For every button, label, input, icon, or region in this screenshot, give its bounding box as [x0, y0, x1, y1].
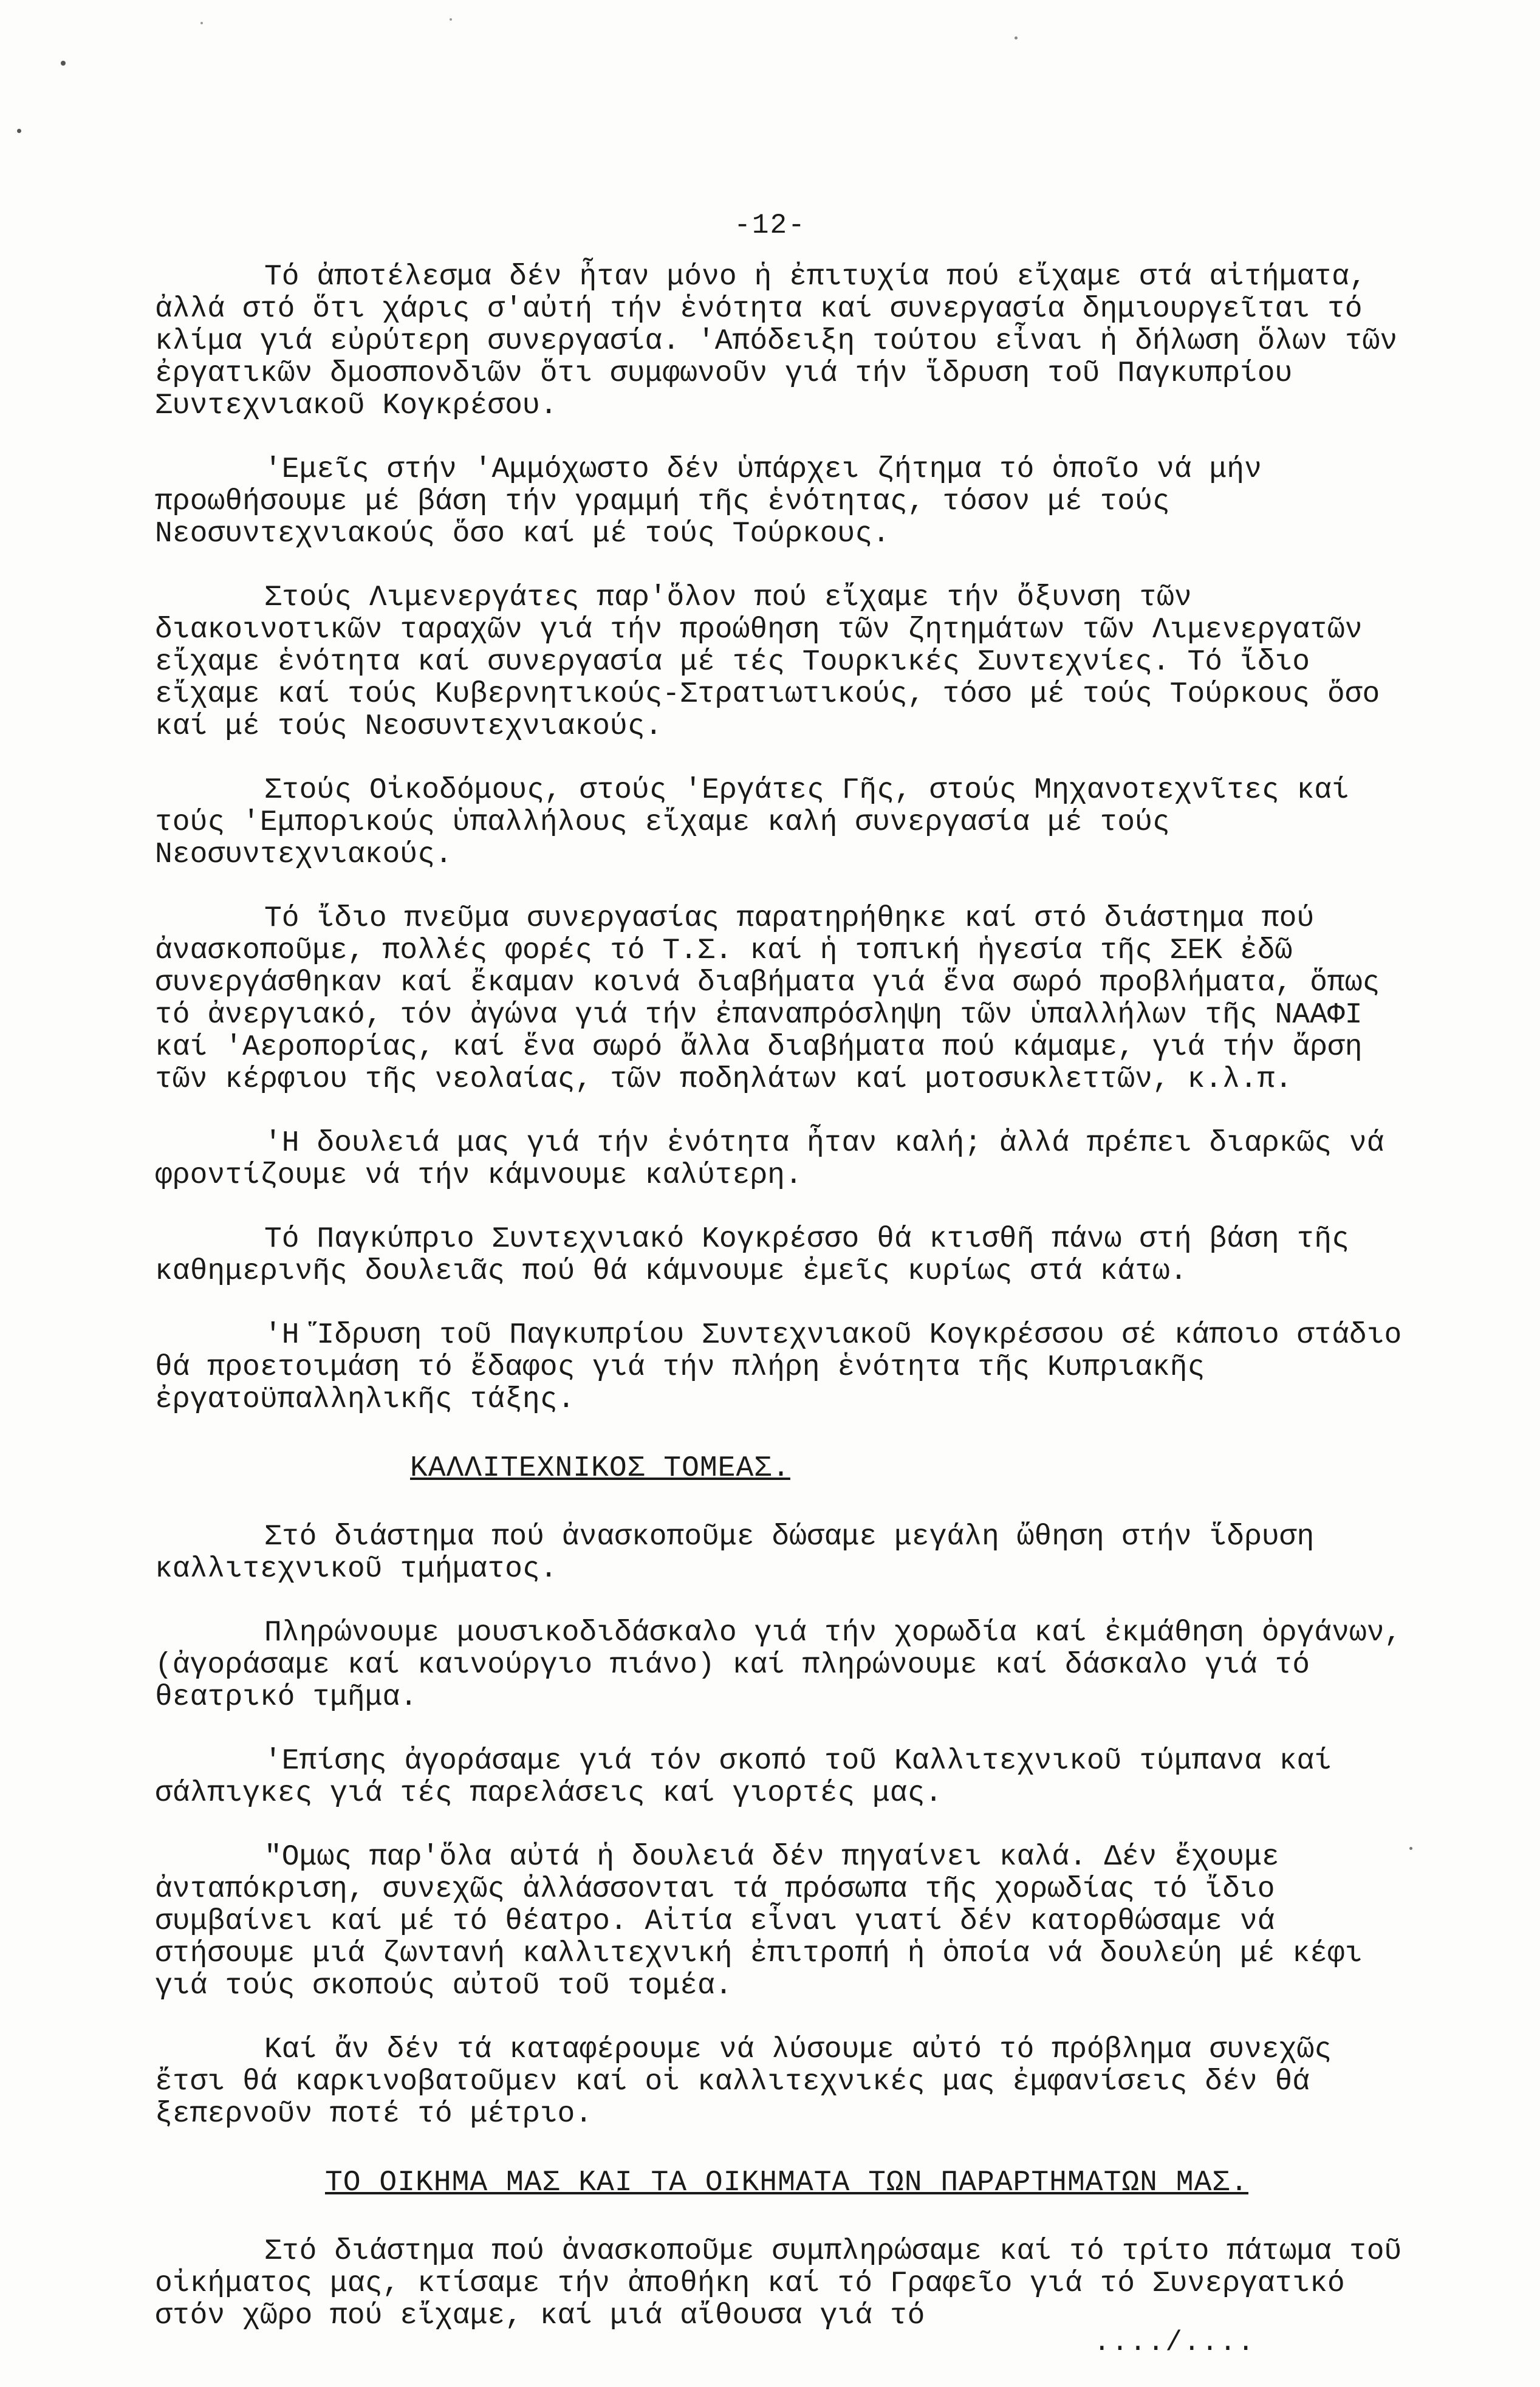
paragraph: Καί ἄν δέν τά καταφέρουμε νά λύσουμε αὐτό τό πρόβλημα συνεχῶς ἔτσι θά καρκινοβατοῦμεν καί οἱ καλλιτεχνικές μας ἐμφανίσεις δέν θά ξεπερνοῦν ποτέ τό μέτριο. — [155, 2033, 1349, 2131]
paragraph: 'Εμεῖς στήν 'Αμμόχωστο δέν ὑπάρχει ζήτημα τό ὁποῖο νά μήν προωθήσουμε μέ βάση τήν γραμμή τῆς ἑνότητας, τόσον μέ τούς Νεοσυντεχνιακούς ὅσο καί μέ τούς Τούρκους. — [155, 453, 1279, 550]
section-heading: ΤΟ ΟΙΚΗΜΑ ΜΑΣ ΚΑΙ ΤΑ ΟΙΚΗΜΑΤΑ ΤΩΝ ΠΑΡΑΡΤΗΜΑΤΩΝ ΜΑΣ. — [324, 2166, 1249, 2199]
paragraph: Στούς Λιμενεργάτες παρ'ὅλον πού εἴχαμε τήν ὄξυνση τῶν διακοινοτικῶν ταραχῶν γιά τήν προώθηση τῶν ζητημάτων τῶν Λιμενεργατῶν εἴχαμε ἑνότητα καί συνεργασία μέ τές Τουρκικές Συντεχνίες. Τό ἴδιο εἴχαμε καί τούς Κυβερνητικούς-Στρατιωτικούς, τόσο μέ τούς Τούρκους ὅσο καί μέ τούς Νεοσυντεχνιακούς. — [155, 581, 1398, 743]
paragraph: Τό ἴδιο πνεῦμα συνεργασίας παρατηρήθηκε καί στό διάστημα πού ἀνασκοποῦμε, πολλές φορές τό Τ.Σ. καί ἡ τοπική ἡγεσία τῆς ΣΕΚ ἐδῶ συνεργάσθηκαν καί ἔκαμαν κοινά διαβήματα γιά ἕνα σωρό προβλήματα, ὅπως τό ἀνεργιακό, τόν ἀγώνα γιά τήν ἐπαναπρόσληψη τῶν ὑπαλλήλων τῆς ΝΑΑΦΙ καί 'Αεροπορίας, καί ἕνα σωρό ἄλλα διαβήματα πού κάμαμε, γιά τήν ἄρση τῶν κέρφιου τῆς νεολαίας, τῶν ποδηλάτων καί μοτοσυκλεττῶν, κ.λ.π. — [155, 902, 1398, 1096]
document-body — [155, 261, 1419, 2364]
paragraph: 'Η δουλειά μας γιά τήν ἑνότητα ἦταν καλή; ἀλλά πρέπει διαρκῶς νά φροντίζουμε νά τήν κάμνουμε καλύτερη. — [155, 1127, 1402, 1192]
section-heading: ΚΑΛΛΙΤΕΧΝΙΚΟΣ ΤΟΜΕΑΣ. — [410, 1452, 790, 1485]
paragraph: Στό διάστημα πού ἀνασκοποῦμε συμπληρώσαμε καί τό τρίτο πάτωμα τοῦ οἰκήματος μας, κτίσαμε τήν ἀποθήκη καί τό Γραφεῖο γιά τό Συνεργατικό στόν χῶρο πού εἴχαμε, καί μιά αἴθουσα γιά τό — [155, 2235, 1420, 2332]
paragraph: Τό ἀποτέλεσμα δέν ἦταν μόνο ἡ ἐπιτυχία πού εἴχαμε στά αἰτήματα, ἀλλά στό ὅτι χάρις σ'αὐτή τήν ἑνότητα καί συνεργασία δημιουργεῖται τό κλίμα γιά εὐρύτερη συνεργασία. 'Απόδειξη τούτου εἶναι ἡ δήλωση ὅλων τῶν ἐργατικῶν δμοσπονδιῶν ὅτι συμφωνοῦν γιά τήν ἵδρυση τοῦ Παγκυπρίου Συντεχνιακοῦ Κογκρέσου. — [155, 261, 1415, 422]
scan-speck — [450, 18, 452, 21]
paragraph: Στούς Οἰκοδόμους, στούς 'Εργάτες Γῆς, στούς Μηχανοτεχνῖτες καί τούς 'Εμπορικούς ὑπαλλήλους εἴχαμε καλή συνεργασία μέ τούς Νεοσυντεχνιακούς. — [155, 774, 1367, 871]
page-number: -12- — [734, 210, 806, 241]
paragraph: 'Επίσης ἀγοράσαμε γιά τόν σκοπό τοῦ Καλλιτεχνικοῦ τύμπανα καί σάλπιγκες γιά τές παρελάσεις καί γιορτές μας. — [155, 1745, 1349, 1810]
paragraph: 'Η Ἵδρυση τοῦ Παγκυπρίου Συντεχνιακοῦ Κογκρέσσου σέ κάποιο στάδιο θά προετοιμάση τό ἔδαφος γιά τήν πλήρη ἑνότητα τῆς Κυπριακῆς ἐργατοϋπαλληλικῆς τάξης. — [155, 1319, 1420, 1416]
scan-speck — [200, 22, 203, 24]
scan-speck — [17, 129, 21, 133]
paragraph: Τό Παγκύπριο Συντεχνιακό Κογκρέσσο θά κτισθῆ πάνω στή βάση τῆς καθημερινῆς δουλειᾶς πού θά κάμνουμε ἐμεῖς κυρίως στά κάτω. — [155, 1223, 1367, 1288]
scan-speck — [61, 61, 66, 66]
paragraph: Στό διάστημα πού ἀνασκοποῦμε δώσαμε μεγάλη ὤθηση στήν ἵδρυση καλλιτεχνικοῦ τμήματος. — [155, 1521, 1332, 1586]
paragraph: Πληρώνουμε μουσικοδιδάσκαλο γιά τήν χορωδία καί ἐκμάθηση ὀργάνων, (ἀγοράσαμε καί καινούργιο πιάνο) καί πληρώνουμε καί δάσκαλο γιά τό θεατρικό τμῆμα. — [155, 1617, 1420, 1714]
scan-speck — [1015, 36, 1018, 39]
continuation-mark: ..../.... — [1093, 2327, 1256, 2358]
paragraph: "Ομως παρ'ὅλα αὐτά ἡ δουλειά δέν πηγαίνει καλά. Δέν ἔχουμε ἀνταπόκριση, συνεχῶς ἀλλάσσονται τά πρόσωπα τῆς χορωδίας τό ἴδιο συμβαίνει καί μέ τό θέατρο. Αἰτία εἶναι γιατί δέν κατορθώσαμε νά στήσουμε μιά ζωντανή καλλιτεχνική ἐπιτροπή ἡ ὁποία νά δουλεύη μέ κέφι γιά τούς σκοπούς αὐτοῦ τοῦ τομέα. — [155, 1841, 1380, 2002]
